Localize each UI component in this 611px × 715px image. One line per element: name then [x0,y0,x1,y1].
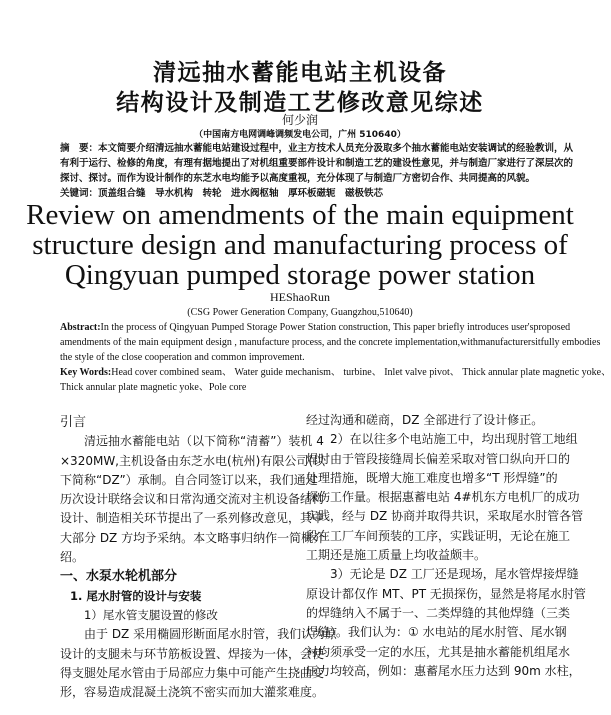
keywords-en-text: Head cover combined seam、 Water guide mechanism、 turbine、 Inlet valve pivot、 Thick annular plate magnetic yoke、 [111,367,611,378]
keywords-en-line [60,365,611,380]
abstract-cn-line: 有利于运行、检修的角度，有理有据地提出了对机组重要部件设计和制造工艺的建设性意见，并与制造厂家进行了深层次的 [60,158,574,169]
body-line: 段在工厂车间预装的工序，实践证明，无论在施工 [306,528,571,543]
body-line: 压力均较高，例如：惠蓄尾水压力达到 90m 水柱， [306,663,581,678]
title-en-line-2: structure design and manufacturing process of [32,229,568,261]
body-line: 大部分 DZ 方均予采纳。本文略事归纳作一简概介 [60,530,326,545]
abstract-en-line: the style of the close cooperation and common improvement. [60,352,305,363]
abstract-cn [60,141,574,201]
keywords-en-line: Thick annular plate magnetic yoke、Pole core [60,382,247,393]
body-line: 得支腿处尾水管由于局部应力集中可能产生挠曲变 [60,665,325,680]
body-line: 设计、制造相关环节提出了一系列修改意见，其中 [60,511,325,526]
body-line: ×320MW,主机设备由东芝水电(杭州)有限公司(以 [60,453,326,468]
keywords-label: Key Words: [60,367,112,378]
body-line: 原设计都仅作 MT、PT 无损探伤，显然是将尾水肘管 [306,586,586,601]
body-line: 绍。 [60,550,85,565]
body-line: 焊缝）。我们认为：① 水电站的尾水肘管、尾水钢 [306,625,567,640]
title-cn-line-2: 结构设计及制造工艺修改意见综述 [116,90,484,116]
abstract-en [60,320,611,395]
body-line: 形，容易造成混凝土浇筑不密实而加大灌浆难度。 [60,685,325,700]
abstract-en-line [60,320,571,335]
author-cn: 何少润 [281,113,318,127]
body-line: 清远抽水蓄能电站（以下简称“清蓄”）装机 4 [60,434,324,449]
affiliation-en: (CSG Power Generation Company, Guangzhou,510640) [187,307,413,318]
left-column [60,413,338,702]
body-line: 探伤工作量。根据惠蓄电站 4#机东方电机厂的成功 [306,490,580,505]
right-column [306,411,586,681]
intro-heading: 引言 [60,415,87,430]
section-heading: 一、水泵水轮机部分 [60,569,178,585]
body-line: 工期还是施工质量上均收益颇丰。 [306,548,487,563]
body-line: 处理措施，既增大施工难度也增多“T 形焊缝”的 [306,470,558,485]
abstract-label: Abstract: [60,322,101,333]
author-en: HEShaoRun [270,290,330,304]
body-line: 由于 DZ 采用椭圆形断面尾水肘管，我们认为原 [60,627,338,642]
affiliation-cn: （中国南方电网调峰调频发电公司，广州 510640） [194,130,406,140]
body-line: 焊时由于管段接缝周长偏差采取对管口纵向开口的 [306,451,571,466]
keywords-cn: 关键词：顶盖组合缝 导水机构 转轮 进水阀枢轴 厚环板磁轭 磁极铁芯 [60,188,384,199]
abstract-en-line: amendments of the main equipment design , manufacture process, and the concrete implementation,withmanufacturersitfully embodies [60,337,601,348]
body-line: 经过沟通和磋商，DZ 全部进行了设计修正。 [306,413,544,427]
body-line: 衬均须承受一定的水压，尤其是抽水蓄能机组尾水 [306,644,571,659]
body-line: 实践，经与 DZ 协商并取得共识，采取尾水肘管各管 [306,509,584,524]
body-line: 的焊缝纳入不属于一、二类焊缝的其他焊缝（三类 [306,605,571,620]
body-line: 历次设计联络会议和日常沟通交流对主机设备结构 [60,492,325,507]
body-line: 设计的支腿未与环节筋板设置、焊接为一体，会使 [60,646,325,661]
body-line: 下简称“DZ”）承制。自合同签订以来，我们通过 [60,472,318,487]
body-line: 2）在以往多个电站施工中，均出现肘管工地组 [306,432,578,447]
item-heading: 1）尾水管支腿设置的修改 [84,607,218,622]
title-en-line-1: Review on amendments of the main equipment [26,199,574,231]
title-en-line-3: Qingyuan pumped storage power station [64,259,536,291]
abstract-cn-line: 探讨、探讨。而作为设计制作的东芝水电均能予以高度重视，充分体现了与制造厂方密切合作、共同提高的风貌。 [60,173,536,184]
title-cn-line-1: 清远抽水蓄能电站主机设备 [153,60,447,86]
abstract-en-text: In the process of Qingyuan Pumped Storage Power Station construction, This paper briefly introduces user'sproposed [100,322,571,333]
abstract-cn-line: 摘 要：本文简要介绍清远抽水蓄能电站建设过程中，业主方技术人员充分汲取多个抽水蓄能电站安装调试的经验教训，从 [60,143,574,154]
subsection-heading: 1. 尾水肘管的设计与安装 [70,588,202,603]
body-line: 3）无论是 DZ 工厂还是现场，尾水管焊接焊缝 [306,567,579,582]
